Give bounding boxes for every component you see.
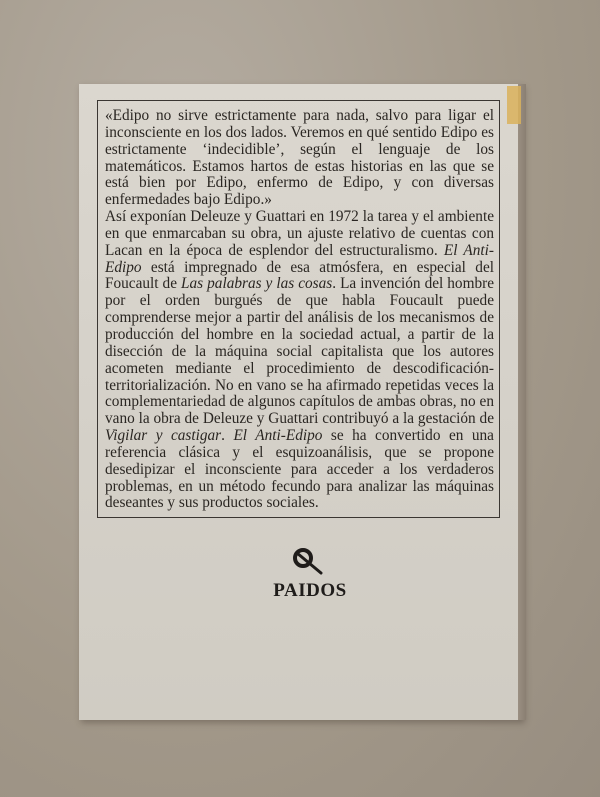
blurb-text: se ha convertido en una referencia clásica y el esquizoanálisis, que se propone desedipizar el inconsciente para acceder a los verdaderos problemas, en un método fecundo para analizar las máquinas deseantes y sus productos sociales.: [105, 427, 494, 512]
blurb-text: Así exponían Deleuze y Guattari en 1972 la tarea y el ambiente en que enmarcaban su obra, un ajuste relativo de cuentas con Lacan en la época de esplendor del estructuralismo.: [105, 208, 494, 259]
blurb-text: .: [221, 427, 234, 445]
book-title-ref: Las palabras y las cosas: [181, 275, 333, 293]
book-title-ref: El Anti-Edipo: [105, 241, 495, 276]
book-title-ref: El Anti-Edipo: [233, 427, 323, 445]
blurb-body: [105, 209, 494, 512]
book-spine-edge: [518, 84, 526, 720]
blurb-quote: «Edipo no sirve estrictamente para nada, salvo para ligar el inconsciente en los dos lados. Veremos en qué sentido Edipo es estrictamente ‘indecidible’, según el lenguaje de los matemáticos. Estamos hartos de estas historias en las que se está bien por Edipo, enfermo de Edipo, y con diversas enfermedades bajo Edipo.»: [105, 107, 494, 209]
blurb-text: está impregnado de esa atmósfera, en especial del Foucault de: [105, 258, 494, 293]
publisher-logo: [270, 546, 350, 606]
magnifying-glass-logo-icon: [290, 546, 330, 578]
publisher-name: PAIDOS: [273, 580, 347, 601]
blurb-text: . La invención del hombre por el orden burgués de que habla Foucault puede comprenderse mejor a partir del análisis de los mecanismos de producción del hombre en la sociedad actual, a partir de la disección de la máquina social capitalista que los autores acometen mediante el procedimiento de descodificación-territorialización. No en vano se ha afirmado repetidas veces la complementariedad de algunos capítulos de ambas obras, no en vano la obra de Deleuze y Guattari contribuyó a la gestación de: [105, 275, 495, 428]
book-title-ref: Vigilar y castigar: [105, 427, 222, 445]
blurb-box: [97, 100, 500, 518]
tape-strip: [507, 86, 521, 124]
